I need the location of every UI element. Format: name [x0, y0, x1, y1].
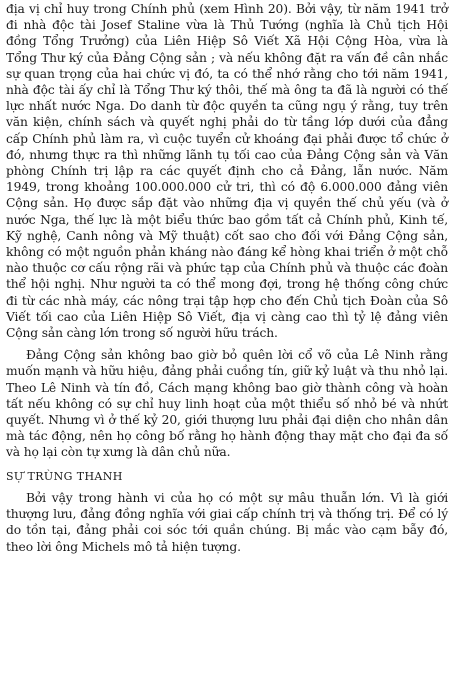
document-page: [6, 0, 448, 680]
section-heading: SỰ TRÙNG THANH: [6, 469, 123, 483]
paragraph-3: Bởi vậy trong hành vi của họ có một sự mâu thuẫn lớn. Vì là giới thượng lưu, đảng đồng nghĩa với giai cấp chính trị và thống trị. Để có lý do tồn tại, đảng phải coi sóc tới quần chúng. Bị mắc vào cạm bẫy đó, theo lời ông Michels mô tả hiện tượng.: [6, 490, 448, 554]
paragraph-2: Đảng Cộng sản không bao giờ bỏ quên lời cổ võ của Lê Ninh rằng muốn mạnh và hữu hiệu, đảng phải cuồng tín, giữ kỷ luật và thu nhỏ lại. Theo Lê Ninh và tín đồ, Cách mạng không bao giờ thành công và hoàn tất nếu không có sự chỉ huy linh hoạt của một thiểu số nhỏ bé và nhứt quyết. Nhưng vì ở thế kỷ 20, giới thượng lưu phải đại diện cho nhân dân mà tác động, nên họ công bố rằng họ hành động thay mặt cho đại đa số và họ lại còn tự xưng là dân chủ nữa.: [6, 348, 448, 460]
paragraph-1: địa vị chỉ huy trong Chính phủ (xem Hình 20). Bởi vậy, từ năm 1941 trở đi nhà độc tài Josef Staline vừa là Thủ Tướng (nghĩa là Chủ tịch Hội đồng Tổng Trưởng) của Liên Hiệp Sô Viết Xã Hội Cộng Hòa, vừa là Tổng Thư ký của Đảng Cộng sản ; và nếu không đặt ra vấn đề cân nhắc sự quan trọng của hai chức vị đó, ta có thể nhớ rằng cho tới năm 1941, nhà độc tài ấy chỉ là Tổng Thư ký thôi, thế mà ông ta đã là người có thế lực nhất nước Nga. Do danh từ độc quyền ta cũng ngụ ý rằng, tuy trên văn kiện, chính sách và quyết nghị phải do từ tầng lớp dưới của đẳng cấp Chính phủ làm ra, vì cuộc tuyển cử khoáng đại phải được tổ chức ở đó, nhưng thực ra thì những lãnh tụ tối cao của Đảng Cộng sản và Văn phòng Chính trị lập ra các quyết định cho cả Đảng, lẫn nước. Năm 1949, trong khoảng 100.000.000 cử tri, thì có độ 6.000.000 đảng viên Cộng sản. Họ được sắp đặt vào những địa vị quyền thế chủ yếu (và ở nước Nga, thế lực là một biểu thức bao gồm tất cả Chính phủ, Kinh tế, Kỹ nghệ, Canh nông và Mỹ thuật) cốt sao cho đối với Đảng Cộng sản, không có một nguồn phản kháng nào đáng kể hòng khai triển ở một chỗ nào thuộc cơ cấu rộng rãi và phức tạp của Chính phủ và thuộc các đoàn thể hội nghị. Như người ta có thể mong đợi, trong hệ thống công chức đi từ các nhà máy, các nông trại tập hợp cho đến Chủ tịch Đoàn của Sô Viết tối cao của Liên Hiệp Sô Viết, địa vị càng cao thì tỷ lệ đảng viên Cộng sản càng lớn trong số người hữu trách.: [6, 2, 448, 341]
